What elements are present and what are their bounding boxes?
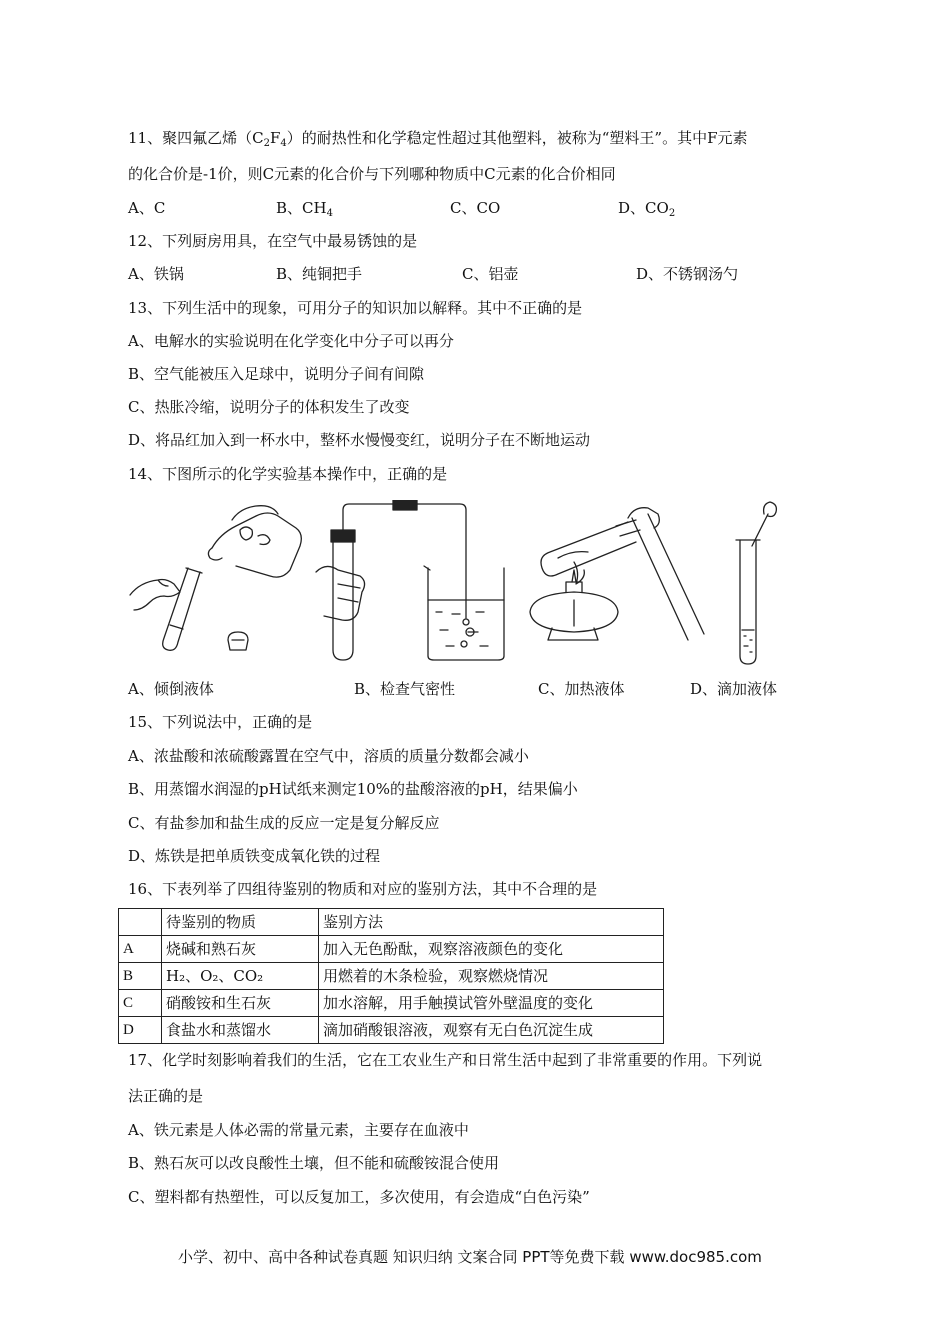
air-tightness-check-illustration: [316, 500, 504, 660]
q14-option-d: D、滴加液体: [690, 680, 778, 698]
row-substance: 硝酸铵和生石灰: [162, 990, 319, 1017]
q12-option-a: A、铁锅: [128, 265, 184, 283]
row-key: C: [119, 990, 162, 1017]
q11-option-c: C、CO: [450, 199, 501, 217]
row-key: A: [119, 936, 162, 963]
row-substance: 烧碱和熟石灰: [162, 936, 319, 963]
q15-option-c: C、有盐参加和盐生成的反应一定是复分解反应: [128, 814, 440, 832]
q15-option-a: A、浓盐酸和浓硫酸露置在空气中，溶质的质量分数都会减小: [128, 747, 529, 765]
q11-option-d: D、$CO_2$: [618, 199, 676, 219]
row-method: 用燃着的木条检验，观察燃烧情况: [319, 963, 664, 990]
table-row: [119, 963, 664, 990]
row-key: D: [119, 1017, 162, 1044]
q13-stem: 13、下列生活中的现象，可用分子的知识加以解释。其中不正确的是: [128, 299, 583, 317]
row-key: B: [119, 963, 162, 990]
q17-stem-line1: 17、化学时刻影响着我们的生活，它在工农业生产和日常生活中起到了非常重要的作用。下列说: [128, 1051, 763, 1069]
q17-stem-line2: 法正确的是: [128, 1087, 204, 1105]
table-row: [119, 936, 664, 963]
lab-operations-figure: [128, 500, 788, 670]
q12-option-c: C、铝壶: [462, 265, 519, 283]
q14-option-a: A、倾倒液体: [128, 680, 214, 698]
q17-option-c: C、塑料都有热塑性，可以反复加工，多次使用，有会造成“白色污染”: [128, 1188, 590, 1206]
row-method: 加水溶解，用手触摸试管外壁温度的变化: [319, 990, 664, 1017]
table-row: [119, 990, 664, 1017]
row-substance: 食盐水和蒸馏水: [162, 1017, 319, 1044]
table-row: [119, 1017, 664, 1044]
q12-stem: 12、下列厨房用具，在空气中最易锈蚀的是: [128, 232, 418, 250]
row-method: 加入无色酚酞，观察溶液颜色的变化: [319, 936, 664, 963]
table-header-cell: 鉴别方法: [319, 909, 664, 936]
q11-stem-line1: 11、聚四氟乙烯$(C_2F_4)$的耐热性和化学稳定性超过其他塑料，被称为“塑料王”。其中F元素: [128, 129, 748, 149]
q12-option-b: B、纯铜把手: [276, 265, 363, 283]
q16-table: [118, 908, 664, 1044]
table-header-cell: [119, 909, 162, 936]
row-method: 滴加硝酸银溶液，观察有无白色沉淀生成: [319, 1017, 664, 1044]
page-footer: 小学、初中、高中各种试卷真题 知识归纳 文案合同 PPT等免费下载 www.doc985.com: [178, 1248, 762, 1266]
q13-option-c: C、热胀冷缩，说明分子的体积发生了改变: [128, 398, 410, 416]
q15-option-d: D、炼铁是把单质铁变成氧化铁的过程: [128, 847, 381, 865]
q12-option-d: D、不锈钢汤勺: [636, 265, 739, 283]
row-substance: H₂、O₂、CO₂: [162, 963, 319, 990]
q17-option-a: A、铁元素是人体必需的常量元素，主要存在血液中: [128, 1121, 469, 1139]
heating-liquid-illustration: [530, 508, 704, 640]
q11-option-a: A、C: [128, 199, 166, 217]
q14-option-b: B、检查气密性: [354, 680, 456, 698]
q15-option-b: B、用蒸馏水润湿的pH试纸来测定10%的盐酸溶液的pH，结果偏小: [128, 780, 578, 798]
q14-stem: 14、下图所示的化学实验基本操作中，正确的是: [128, 465, 448, 483]
q11-stem-line2: 的化合价是-1价，则C元素的化合价与下列哪种物质中C元素的化合价相同: [128, 165, 616, 183]
q11-option-b: B、$CH_4$: [276, 199, 333, 219]
q16-stem: 16、下表列举了四组待鉴别的物质和对应的鉴别方法，其中不合理的是: [128, 880, 598, 898]
table-header-cell: 待鉴别的物质: [162, 909, 319, 936]
pouring-liquid-illustration: [130, 506, 301, 651]
q14-option-c: C、加热液体: [538, 680, 625, 698]
table-header-row: [119, 909, 664, 936]
q17-option-b: B、熟石灰可以改良酸性土壤，但不能和硫酸铵混合使用: [128, 1154, 500, 1172]
q13-option-d: D、将品红加入到一杯水中，整杯水慢慢变红，说明分子在不断地运动: [128, 431, 591, 449]
q13-option-b: B、空气能被压入足球中，说明分子间有间隙: [128, 365, 425, 383]
q15-stem: 15、下列说法中，正确的是: [128, 713, 313, 731]
dropping-liquid-illustration: [736, 502, 776, 664]
q13-option-a: A、电解水的实验说明在化学变化中分子可以再分: [128, 332, 454, 350]
